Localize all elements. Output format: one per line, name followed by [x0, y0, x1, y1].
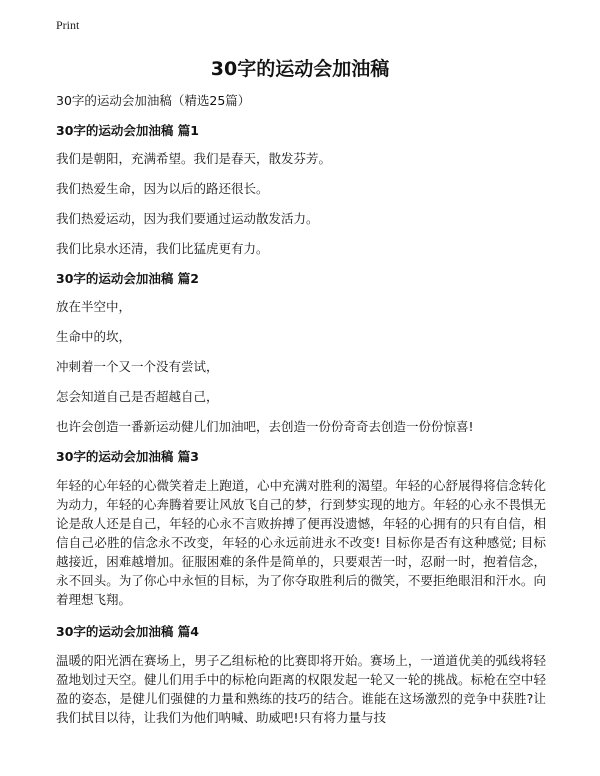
paragraph: 我们热爱生命，因为以后的路还很长。	[56, 181, 269, 196]
paragraph: 我们是朝阳，充满希望。我们是春天，散发芬芳。	[56, 151, 332, 166]
paragraph: 怎会知道自己是否超越自己，	[56, 389, 219, 404]
paragraph: 温暖的阳光洒在赛场上，男子乙组标枪的比赛即将开始。赛场上，一道道优美的弧线将轻盈地划过天空。健儿们用手中的标枪向距离的权限发起一轮又一轮的挑战。标枪在空中轻盈的姿态，是健儿们强健的力量和熟练的技巧的结合。谁能在这场激烈的竞争中获胜?让我们拭目以待，让我们为他们呐喊、助威吧!只有将力量与技	[56, 653, 546, 725]
print-link[interactable]: Print	[56, 18, 80, 32]
document-body	[56, 92, 546, 741]
paragraph: 也许会创造一番新运动健儿们加油吧，去创造一份份奇奇去创造一份份惊喜!	[56, 419, 474, 434]
document-subtitle: 30字的运动会加油稿（精选25篇）	[56, 93, 251, 108]
section-heading: 30字的运动会加油稿 篇3	[56, 449, 199, 464]
page-title: 30字的运动会加油稿	[210, 58, 390, 80]
section-3	[56, 448, 546, 609]
section-4	[56, 623, 546, 727]
section-heading: 30字的运动会加油稿 篇4	[56, 624, 199, 639]
paragraph: 放在半空中，	[56, 299, 132, 314]
paragraph: 我们热爱运动，因为我们要通过运动散发活力。	[56, 211, 319, 226]
section-heading: 30字的运动会加油稿 篇1	[56, 123, 199, 138]
paragraph: 冲刺着一个又一个没有尝试，	[56, 359, 219, 374]
paragraph: 生命中的坎，	[56, 329, 132, 344]
section-heading: 30字的运动会加油稿 篇2	[56, 271, 199, 286]
section-2	[56, 270, 546, 436]
paragraph: 我们比泉水还清，我们比猛虎更有力。	[56, 241, 269, 256]
paragraph: 年轻的心年轻的心微笑着走上跑道，心中充满对胜利的渴望。年轻的心舒展得将信念转化为动力，年轻的心奔腾着要让风放飞自己的梦，行到梦实现的地方。年轻的心永不畏惧无论是敌人还是自己，年轻的心永不言败拚搏了便再没遗憾，年轻的心拥有的只有自信，相信自己必胜的信念永不改变，年轻的心永远前进永不改变! 目标你是否有这种感觉; 目标越接近，困难越增加。征服困难的条件是简单的，只要艰苦一时，忍耐一时，抱着信念，永不回头。为了你心中永恒的目标，为了你夺取胜利后的微笑，不要拒绝眼泪和汗水。向着理想飞翔。	[56, 478, 546, 607]
section-1	[56, 122, 546, 258]
